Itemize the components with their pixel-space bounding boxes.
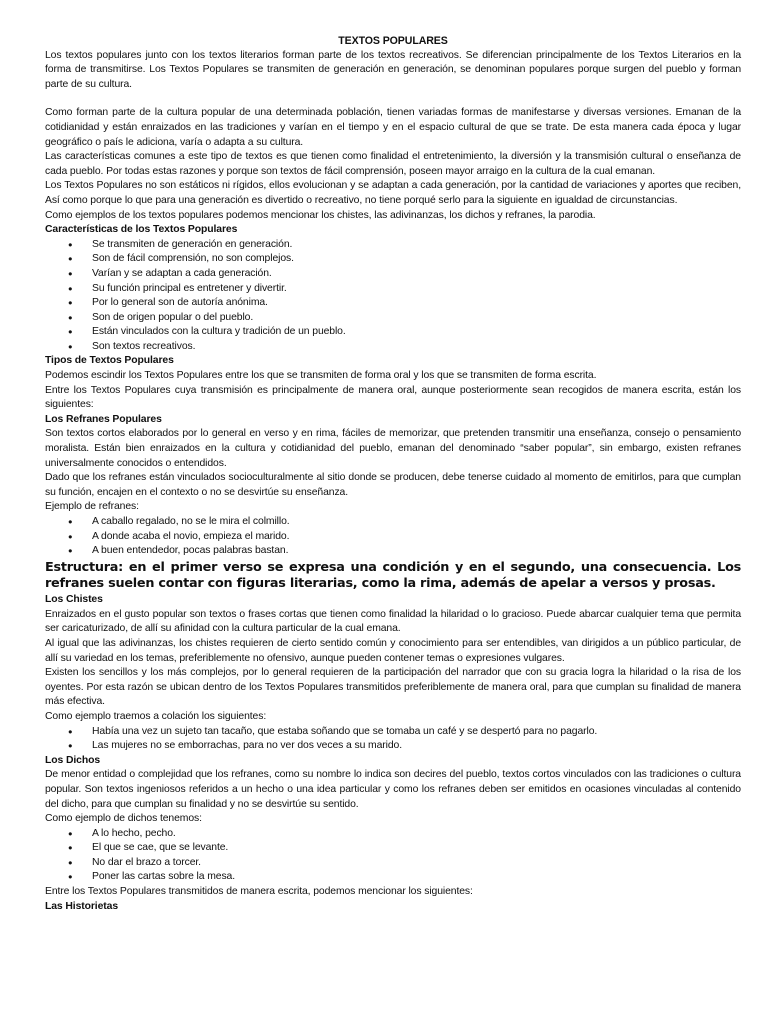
section-heading-chistes: Los Chistes [45, 594, 103, 606]
list-item: ● Se transmiten de generación en generación. [45, 238, 741, 253]
paragraph: Enraizados en el gusto popular son textos o frases cortas que tienen como finalidad la hilaridad o lo gracioso. Puede abarcar cualquier tema que permita ser caricaturizado, de allí su afinidad con la cultura particular de la cual emana. [45, 608, 741, 635]
paragraph: Al igual que las adivinanzas, los chistes requieren de cierto sentido común y conocimiento para ser entendibles, van dirigidos a un público particular, de allí su variedad en los temas, preferiblemente no ofensivo, aunque pueden contener temas o expresiones vulgares. [45, 637, 741, 664]
refranes-list [45, 515, 741, 559]
paragraph: De menor entidad o complejidad que los refranes, como su nombre lo indica son decires del pueblo, textos cortos vinculados con las tradiciones o cultura popular. Son textos ingeniosos referidos a un hecho o una idea particular y como los refranes deben ser emitidos en ocasiones vinculadas al contenido del dicho, para que cumplan su finalidad y no se desvirtúe su sentido. [45, 769, 741, 810]
paragraph-gap [45, 92, 741, 106]
paragraph: Como ejemplo traemos a colación los siguientes: [45, 710, 267, 722]
paragraph: Podemos escindir los Textos Populares entre los que se transmiten de forma oral y los que se transmiten de forma escrita. [45, 370, 597, 382]
chistes-list [45, 725, 741, 754]
list-item: ● Son de origen popular o del pueblo. [45, 311, 741, 326]
list-item: ● Poner las cartas sobre la mesa. [45, 870, 741, 885]
paragraph: Entre los Textos Populares transmitidos de manera escrita, podemos mencionar los siguientes: [45, 886, 473, 898]
list-item: ● Había una vez un sujeto tan tacaño, que estaba soñando que se tomaba un café y se despertó para no pagarlo. [45, 725, 741, 740]
list-item: ● A caballo regalado, no se le mira el colmillo. [45, 515, 741, 530]
list-item: ● No dar el brazo a torcer. [45, 856, 741, 871]
list-item: ● Son textos recreativos. [45, 340, 741, 355]
paragraph: Las características comunes a este tipo de textos es que tienen como finalidad el entretenimiento, la diversión y la transmisión cultural o enseñanza de cada pueblo. Por todas estas razones y porque son textos de fácil comprensión, poseen mayor arraigo en la cultura de la cual emanan. [45, 151, 741, 177]
list-item: ● El que se cae, que se levante. [45, 841, 741, 856]
section-heading-refranes: Los Refranes Populares [45, 413, 162, 425]
list-item: ● Por lo general son de autoría anónima. [45, 296, 741, 311]
paragraph: Como ejemplo de dichos tenemos: [45, 813, 202, 825]
list-item: ● Son de fácil comprensión, no son complejos. [45, 252, 741, 267]
dichos-list [45, 827, 741, 885]
estructura-paragraph: Estructura: en el primer verso se expresa una condición y en el segundo, una consecuencia. Los refranes suelen contar con figuras literarias, como la rima, además de apelar a versos y prosas. [45, 559, 741, 591]
paragraph: Como forman parte de la cultura popular de una determinada población, tienen variadas formas de manifestarse y diversas versiones. Emanan de la cotidianidad y están enraizados en las tradiciones y varían en el tiempo y en el espacio cultural de que se trate. De esta manera cada época y lugar geográfico o país le adiciona, varía o adapta a su cultura. [45, 107, 741, 148]
paragraph: Existen los sencillos y los más complejos, por lo general requieren de la participación del narrador que con su gracia logra la hilaridad o la risa de los oyentes. Por esta razón se ubican dentro de los Textos Populares transmitidos preferiblemente de manera oral, para que cumplan su finalidad de manera más efectiva. [45, 667, 741, 708]
list-item: ● A buen entendedor, pocas palabras bastan. [45, 544, 741, 559]
paragraph: Como ejemplos de los textos populares podemos mencionar los chistes, las adivinanzas, los dichos y refranes, la parodia. [45, 209, 596, 221]
list-item: ● A donde acaba el novio, empieza el marido. [45, 530, 741, 545]
caracteristicas-list [45, 238, 741, 355]
list-item: ● Las mujeres no se emborrachas, para no ver dos veces a su marido. [45, 739, 741, 754]
section-heading-historietas: Las Historietas [45, 900, 118, 912]
paragraph: Ejemplo de refranes: [45, 501, 139, 513]
list-item: ● Su función principal es entretener y divertir. [45, 282, 741, 297]
paragraph: Entre los Textos Populares cuya transmisión es principalmente de manera oral, aunque posteriormente sean recogidos de manera escrita, están los siguientes: [45, 384, 741, 411]
list-item: ● Están vinculados con la cultura y tradición de un pueblo. [45, 325, 741, 340]
intro-paragraph: Los textos populares junto con los textos literarios forman parte de los textos recreativos. Se diferencian principalmente de los Textos Literarios en la forma de transmitirse. Los Textos Populares se transmiten de generación en generación, se denominan populares porque surgen del pueblo y forman parte de su cultura. [45, 49, 741, 90]
section-heading-caracteristicas: Características de los Textos Populares [45, 224, 238, 236]
section-heading-dichos: Los Dichos [45, 754, 101, 766]
paragraph: Los Textos Populares no son estáticos ni rígidos, ellos evolucionan y se adaptan a cada generación, por la cantidad de variaciones y aportes que reciben, Así como porque lo que para una generación es divertido o recreativo, no tiene porqué serlo para la siguiente en igualdad de circunstancias. [45, 180, 741, 206]
list-item: ● Varían y se adaptan a cada generación. [45, 267, 741, 282]
list-item: ● A lo hecho, pecho. [45, 827, 741, 842]
paragraph: Dado que los refranes están vinculados socioculturalmente al sitio donde se producen, debe tenerse cuidado al momento de emitirlos, para que cumplan su función, encajen en el contexto o no se desvirtúe su enseñanza. [45, 472, 741, 498]
section-heading-tipos: Tipos de Textos Populares [45, 355, 174, 367]
paragraph: Son textos cortos elaborados por lo general en verso y en rima, fáciles de memorizar, que pretenden transmitir una enseñanza, consejo o pensamiento moralista. Están bien enraizados en la cultura y cotidianidad del pueblo, emanan del denominado “saber popular”, sin embargo, existen refranes universalmente conocidos o entendidos. [45, 428, 741, 469]
page-title: TEXTOS POPULARES [338, 35, 448, 47]
